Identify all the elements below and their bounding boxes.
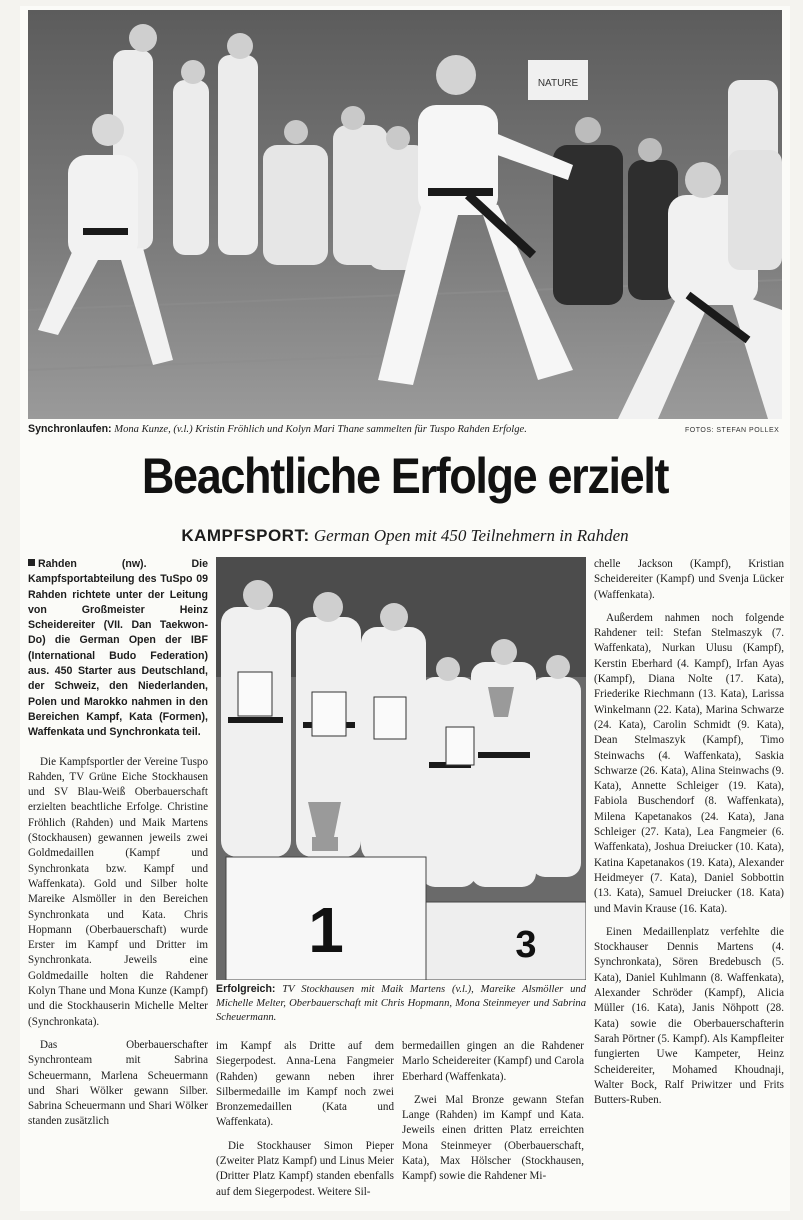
article-column-4 <box>594 557 784 1116</box>
article-paragraph-6: Zwei Mal Bronze gewann Stefan Lange (Rahden) im Kampf und Kata. Jeweils einen dritten Platz erreichten Mona Steinmeyer (Oberbauerschaft, Kata), Max Hölscher (Stockhausen, Kampf) sowie die Rahdener Mi- <box>402 1093 584 1183</box>
article-paragraph-5: bermedaillen gingen an die Rahdener Marlo Scheidereiter (Kampf) und Carola Eberhard (Waffenkata). <box>402 1040 584 1083</box>
subhead-kicker: KAMPFSPORT: <box>181 526 310 545</box>
article-column-1 <box>28 557 208 1138</box>
podium-first-number: 1 <box>308 894 344 966</box>
article-paragraph-1: Die Kampfsportler der Vereine Tuspo Rahden, TV Grüne Eiche Stockhausen und SV Blau-Weiß Oberbauerschaft erzielten beachtliche Erfolge. Christine Fröhlich (Rahden) und Maik Martens (Stockhausen) gewannen jeweils zwei Goldmedaillen (Kampf und Synchronkata bzw. Kampf und Waffenkata). Gold und Silber holte Mareike Alsmöller in den Bereichen Synchronkata und Kata. Chris Hopmann (Oberbauerschaft) wurde Erster im Kampf und Dritter im Synchronkata. Jeweils eine Goldmedaille holten die Rahdener Kolyn Thane und Mona Kunze (Kampf) und die Stockhauserin Michelle Melter (Synchronkata). <box>28 755 208 1028</box>
subhead-text: German Open mit 450 Teilnehmern in Rahden <box>313 526 629 545</box>
top-caption-text: Mona Kunze, (v.l.) Kristin Fröhlich und Kolyn Mari Thane sammelten für Tuspo Rahden Erfolge. <box>114 424 527 435</box>
article-lead <box>28 557 208 741</box>
headline: Beachtliche Erfolge erzielt <box>141 448 669 504</box>
top-photo-caption <box>28 422 668 437</box>
article-column-2 <box>216 1039 394 1208</box>
wall-banner-text: NATURE <box>537 78 579 89</box>
top-photo-martial-arts <box>28 10 782 419</box>
top-caption-label: Synchronlaufen: <box>28 423 112 435</box>
podium-photo-illustration <box>216 557 586 980</box>
newspaper-clipping <box>20 6 790 1211</box>
podium-photo-caption <box>216 982 586 1025</box>
podium-third-number: 3 <box>515 924 537 966</box>
article-paragraph-8: Außerdem nahmen noch folgende Rahdener teil: Stefan Stelmaszyk (7. Waffenkata), Nurkan Ulusu (Kampf), Kerstin Eberhard (4. Kampf), Irfan Ayas (Kampf), Diana Nolte (17. Kata), Friederike Riechmann (13. Kata), Larissa Winkelmann (22. Kata), Marina Schwarze (24. Kata), Carolin Schmidt (9. Kata), Dean Stelmaszyk (Kampf), Timo Steinwachs (4. Waffenkata), Saskia Schwarze (26. Kata), Alina Steinwachs (9. Kata), Annette Schleiger (19. Kata), Fabiola Buschendorf (8. Waffenkata), Milena Kapetanakos (24. Kata), Jana Schleiger (27. Kata), Lea Fangmeier (6. Waffenkata), Joshua Dreiucker (10. Kata), Katina Kapetanakos (19. Kata), Alexander Heidmeyer (7. Kata), Daniel Sobbottin (13. Kata), Samuel Dreiucker (18. Kata) und Mavin Krause (16. Kata). <box>594 611 784 915</box>
article-lead-text: Rahden (nw). Die Kampfsportabteilung des TuSpo 09 Rahden richtete unter der Leitung von Großmeister Heinz Scheidereiter (VII. Dan Taekwon-Do) die German Open der IBF (International Budo Federation) aus. 450 Starter aus Deutschland, der Schweiz, den Niederlanden, Polen und Marokko nahmen in den Bereichen Kampf, Kata (Formen), Waffenkata und Synchronkata teil. <box>28 558 208 739</box>
article-paragraph-4: Die Stockhauser Simon Pieper (Zweiter Platz Kampf) und Linus Meier (Dritter Platz Kampf) standen ebenfalls auf dem Siegerpodest. Weitere Sil- <box>216 1139 394 1198</box>
bullet-square-icon <box>28 559 35 566</box>
podium-photo <box>216 557 586 980</box>
podium-caption-label: Erfolgreich: <box>216 983 276 995</box>
top-photo-illustration <box>28 10 782 419</box>
subheadline <box>20 525 790 547</box>
article-paragraph-3: im Kampf als Dritte auf dem Siegerpodest. Anna-Lena Fangmeier (Rahden) gewann neben ihrer Silbermedaille im Kampf noch zwei Bronzemedaillen (Kata und Waffenkata). <box>216 1040 394 1129</box>
podium-caption-text: TV Stockhausen mit Maik Martens (v.l.), Mareike Alsmöller und Michelle Melter, Oberbauerschaft mit Chris Hopmann, Mona Steinmeyer und Sabrina Scheuermann. <box>216 984 586 1023</box>
photo-credit: FOTOS: STEFAN POLLEX <box>685 427 780 434</box>
article-paragraph-7: chelle Jackson (Kampf), Kristian Scheidereiter (Kampf) und Svenja Lücker (Waffenkata). <box>594 558 784 601</box>
article-column-3 <box>402 1039 584 1193</box>
article-paragraph-9: Einen Medaillenplatz verfehlte die Stockhauser Dennis Martens (4. Synchronkata), Sören Bredebusch (5. Kata), Daniel Kuhlmann (8. Waffenkata), Alexander Schröder (Kampf), Alicia Müller (16. Kata), Janis Nöhpott (28. Kata) sowie die Oberbauerschafterin Sarah Pörtner (5. Kampf). Als Kampfleiter fungierten Uwe Kampeter, Heinz Scheidereiter, Mohamed Khoudnaji, Walter Bock, Ralf Priwitzer und Frits Butters-Ruben. <box>594 925 784 1107</box>
article-paragraph-2: Das Oberbauerschafter Synchronteam mit Sabrina Scheuermann, Marlena Scheuermann und Shari Wölker gewann Silber. Sabrina Scheuermann und Shari Wölker standen zusätzlich <box>28 1038 208 1128</box>
